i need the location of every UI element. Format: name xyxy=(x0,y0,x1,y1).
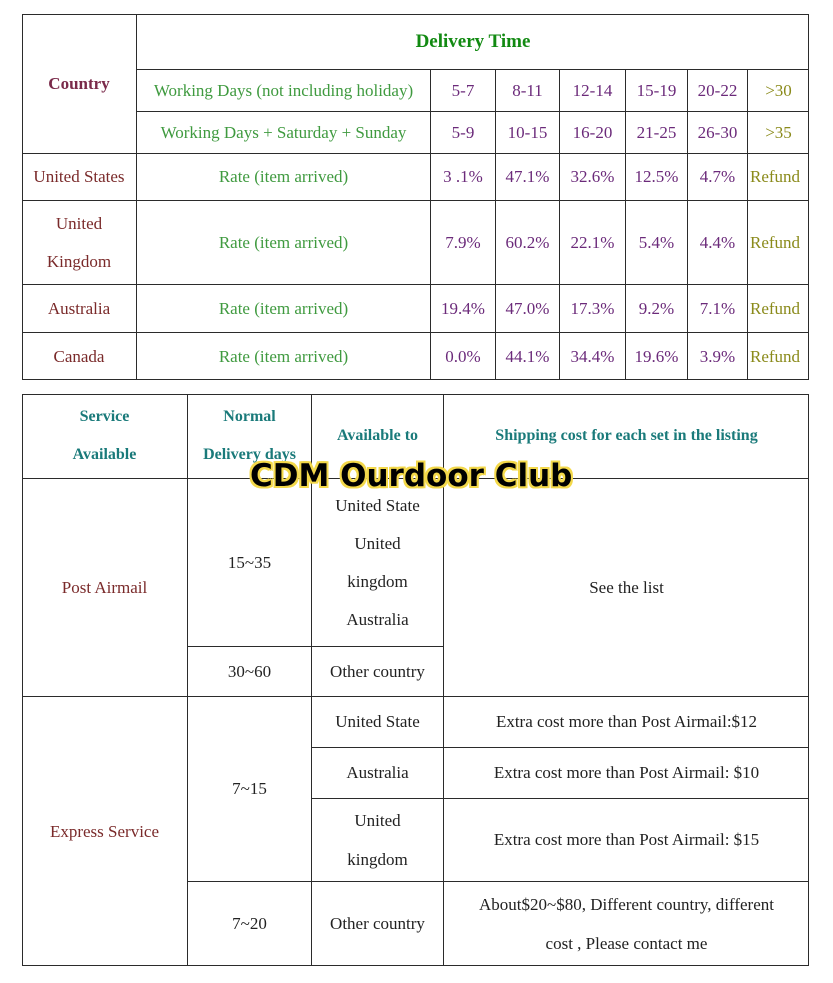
country-line: kingdom xyxy=(347,849,408,869)
country-line: United State xyxy=(335,495,420,515)
post-airmail-countries xyxy=(311,478,443,646)
express-cost: Extra cost more than Post Airmail:$12 xyxy=(443,696,809,747)
delivery-time-title xyxy=(136,14,809,69)
rate-value: 60.2% xyxy=(495,200,559,284)
rate-value: 47.0% xyxy=(495,284,559,332)
rate-value: 17.3% xyxy=(559,284,625,332)
country-name xyxy=(22,200,136,284)
weekend-days-range: 21-25 xyxy=(625,111,687,153)
express-cost: Extra cost more than Post Airmail: $15 xyxy=(443,798,809,881)
cost-line: cost , Please contact me xyxy=(545,933,708,953)
working-days-range: 15-19 xyxy=(625,69,687,111)
rate-value: 0.0% xyxy=(430,332,495,380)
country-name-line: United xyxy=(55,214,103,234)
country-name-line: Kingdom xyxy=(46,251,112,271)
country-name: Australia xyxy=(22,284,136,332)
country-name: United States xyxy=(22,153,136,200)
post-airmail-days: 15~35 xyxy=(187,478,311,646)
service-header xyxy=(22,394,187,478)
express-cost: Extra cost more than Post Airmail: $10 xyxy=(443,747,809,798)
weekend-days-range: >35 xyxy=(747,111,809,153)
weekend-days-range: 16-20 xyxy=(559,111,625,153)
working-days-range: 20-22 xyxy=(687,69,747,111)
service-header-line: Available xyxy=(72,446,137,463)
rate-refund: Refund xyxy=(747,332,809,380)
rate-value: 4.4% xyxy=(687,200,747,284)
rate-value: 22.1% xyxy=(559,200,625,284)
weekend-days-range: 26-30 xyxy=(687,111,747,153)
working-days-range: 5-7 xyxy=(430,69,495,111)
post-airmail-service: Post Airmail xyxy=(22,478,187,696)
post-airmail-cost: See the list xyxy=(443,478,809,696)
rate-value: 4.7% xyxy=(687,153,747,200)
rate-value: 7.9% xyxy=(430,200,495,284)
working-days-range: 12-14 xyxy=(559,69,625,111)
country-header-text: Country xyxy=(48,73,110,93)
country-name: Canada xyxy=(22,332,136,380)
express-service: Express Service xyxy=(22,696,187,966)
rate-label: Rate (item arrived) xyxy=(136,332,430,380)
rate-value: 47.1% xyxy=(495,153,559,200)
express-other-cost xyxy=(443,881,809,966)
rate-refund: Refund xyxy=(747,200,809,284)
rate-label: Rate (item arrived) xyxy=(136,200,430,284)
rate-value: 12.5% xyxy=(625,153,687,200)
express-days: 7~15 xyxy=(187,696,311,881)
rate-value: 3 .1% xyxy=(430,153,495,200)
normal-delivery-header-line: Normal xyxy=(223,408,276,425)
shipping-cost-header: Shipping cost for each set in the listing xyxy=(443,394,809,478)
rate-value: 34.4% xyxy=(559,332,625,380)
express-country xyxy=(311,798,443,881)
country-line: United xyxy=(354,533,401,553)
post-airmail-days-other: 30~60 xyxy=(187,646,311,696)
watermark-logo: CDM Ourdoor Club xyxy=(250,458,573,494)
express-days-other: 7~20 xyxy=(187,881,311,966)
rate-value: 19.6% xyxy=(625,332,687,380)
country-line: United xyxy=(354,811,401,831)
working-days-range: >30 xyxy=(747,69,809,111)
country-header xyxy=(22,14,136,153)
rate-value: 9.2% xyxy=(625,284,687,332)
working-days-label: Working Days (not including holiday) xyxy=(136,69,430,111)
rate-label: Rate (item arrived) xyxy=(136,153,430,200)
rate-value: 32.6% xyxy=(559,153,625,200)
express-country: United State xyxy=(311,696,443,747)
country-line: kingdom xyxy=(347,572,408,591)
weekend-days-range: 5-9 xyxy=(430,111,495,153)
express-other-country: Other country xyxy=(311,881,443,966)
rate-value: 7.1% xyxy=(687,284,747,332)
normal-delivery-header-line: Delivery days xyxy=(203,446,296,463)
rate-refund: Refund xyxy=(747,284,809,332)
rate-value: 19.4% xyxy=(430,284,495,332)
rate-label: Rate (item arrived) xyxy=(136,284,430,332)
available-to-header: Available to xyxy=(311,394,443,478)
rate-refund: Refund xyxy=(747,153,809,200)
cost-line: About$20~$80, Different country, different xyxy=(479,895,774,915)
post-airmail-other-country: Other country xyxy=(311,646,443,696)
rate-value: 3.9% xyxy=(687,332,747,380)
rate-value: 5.4% xyxy=(625,200,687,284)
express-country: Australia xyxy=(311,747,443,798)
country-line: Australia xyxy=(346,610,409,630)
weekend-days-label: Working Days + Saturday + Sunday xyxy=(136,111,430,153)
working-days-range: 8-11 xyxy=(495,69,559,111)
service-header-line: Service xyxy=(79,408,130,425)
delivery-time-title-text: Delivery Time xyxy=(415,30,531,52)
rate-value: 44.1% xyxy=(495,332,559,380)
weekend-days-range: 10-15 xyxy=(495,111,559,153)
